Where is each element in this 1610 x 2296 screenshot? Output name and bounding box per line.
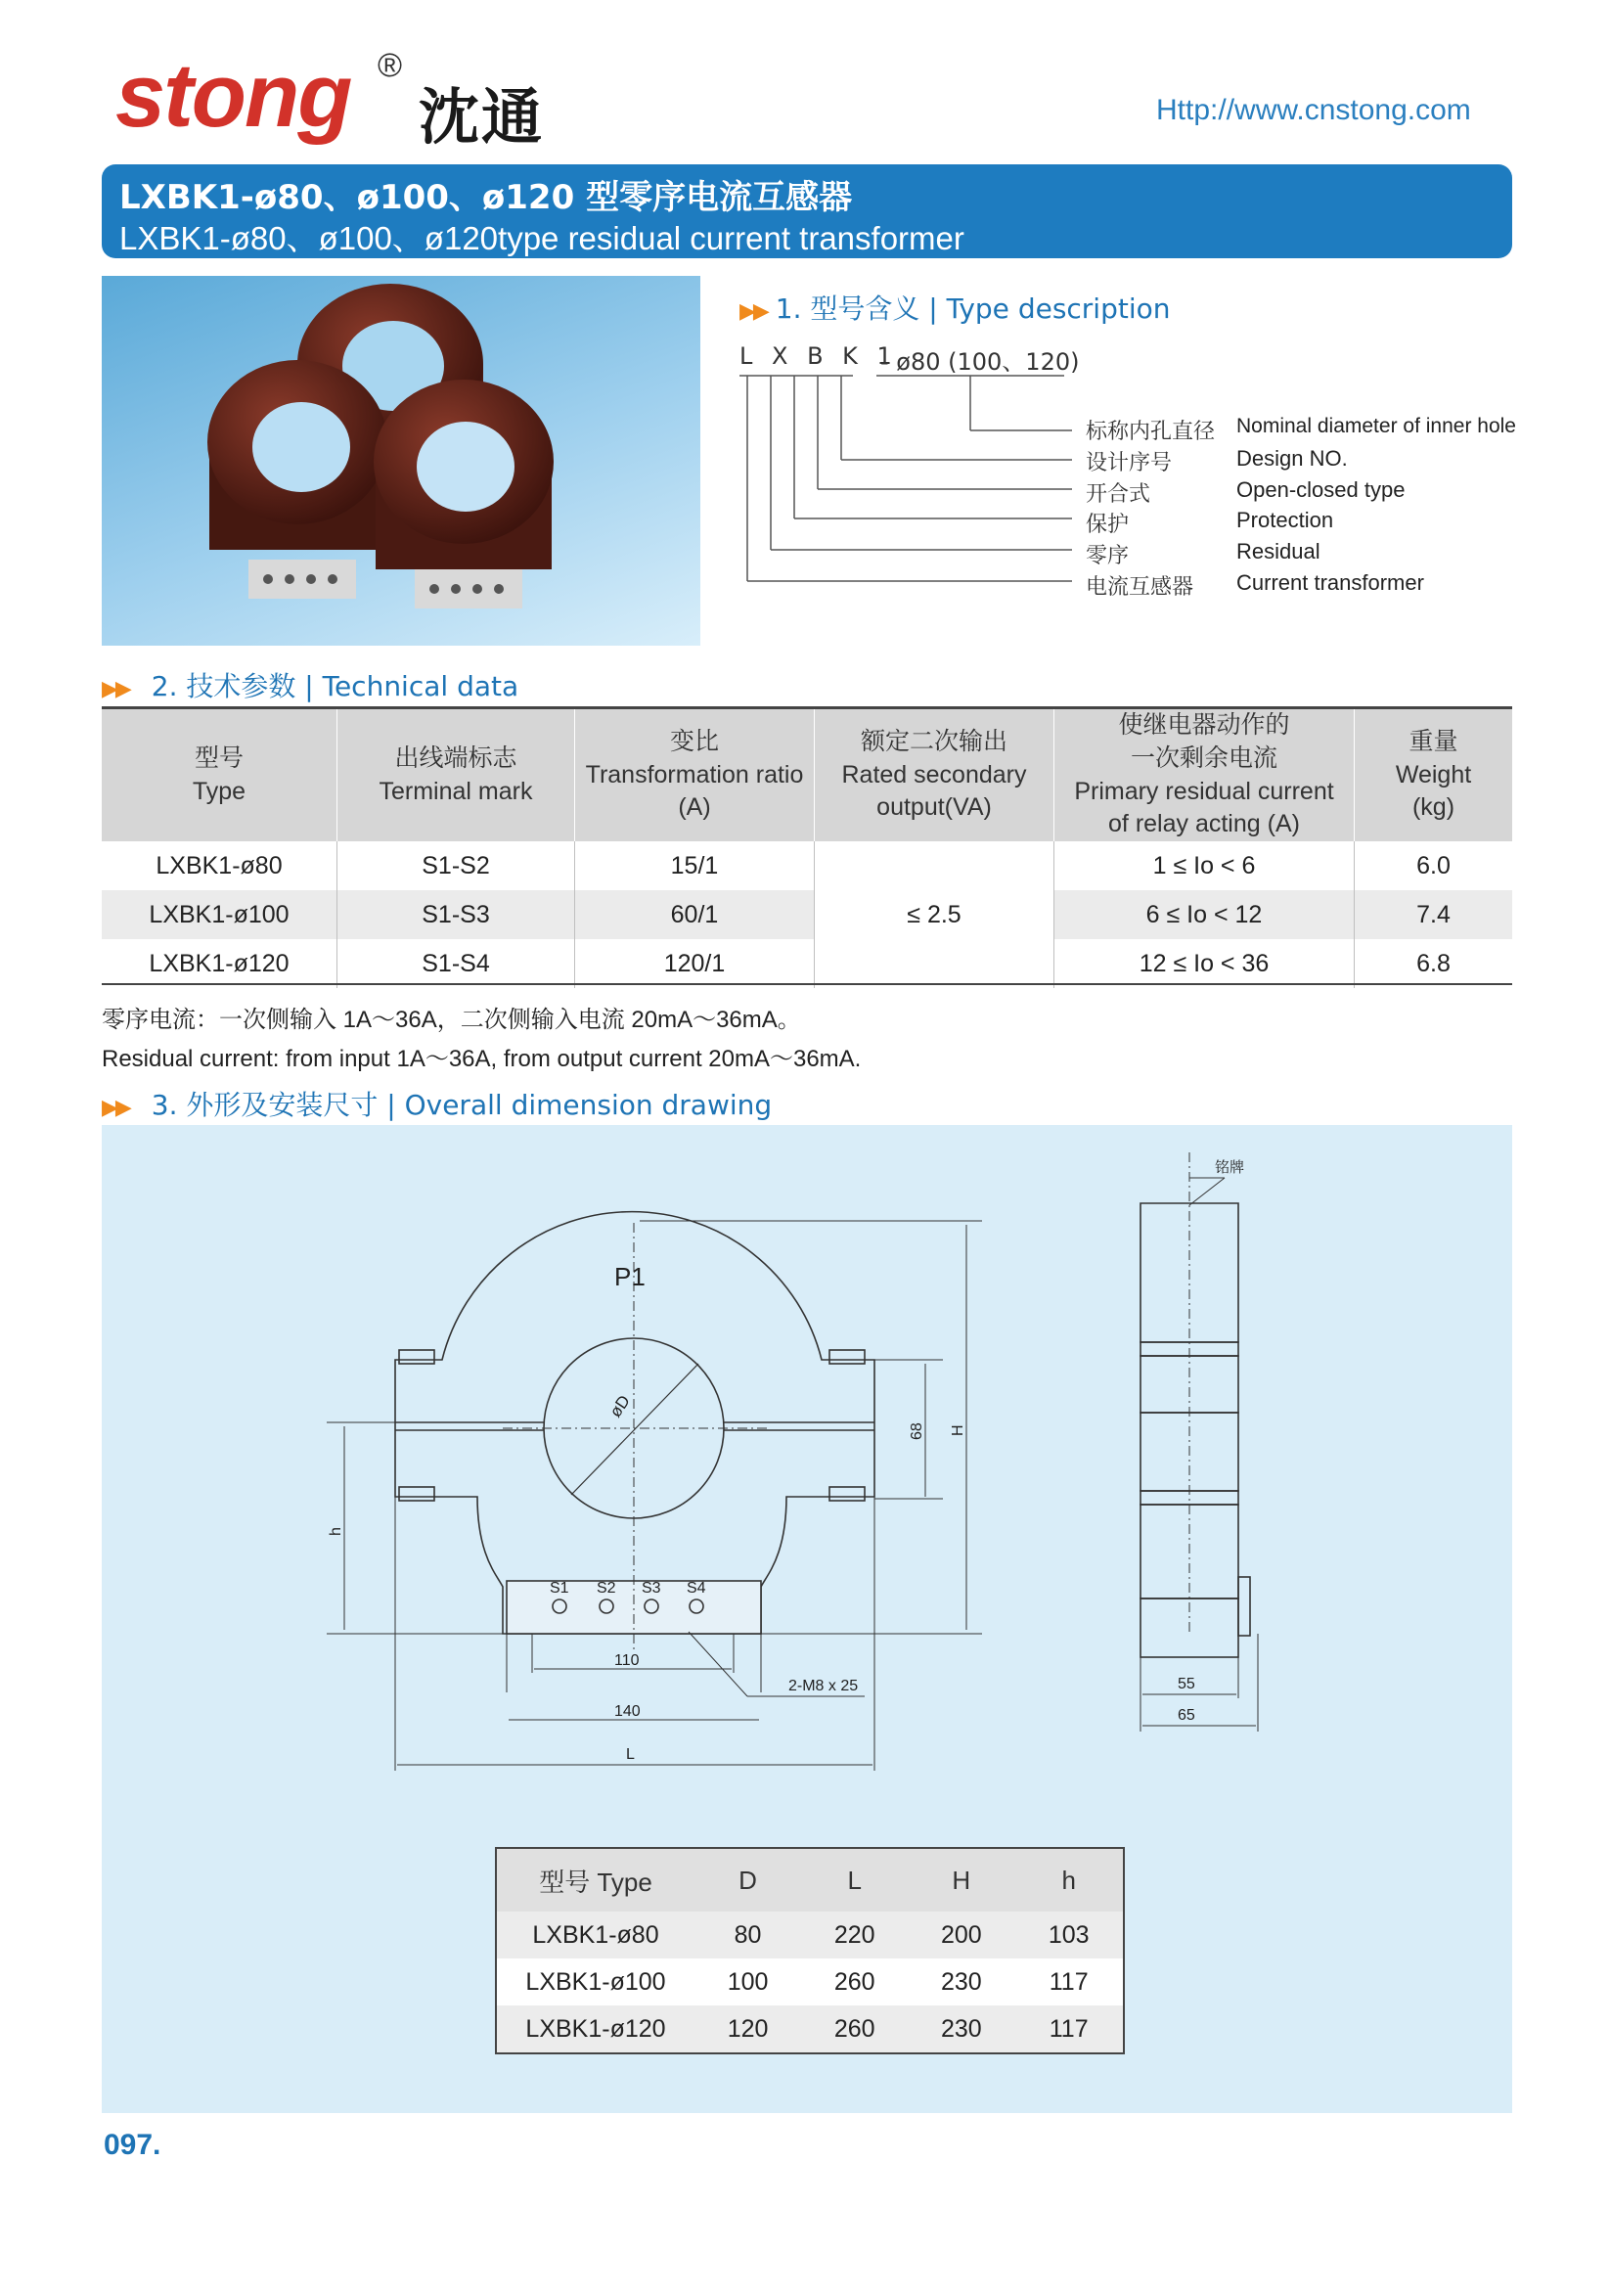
table-row: LXBK1-ø80 S1-S2 15/1 ≤ 2.5 1 ≤ Io < 6 6.0 (102, 841, 1512, 890)
dimension-drawing (102, 1125, 1512, 1829)
type-item-cn: 零序 (1086, 544, 1130, 568)
label-screw: 2-M8 x 25 (788, 1678, 859, 1694)
header-L: L (801, 1848, 908, 1912)
arrow-icon: ▶▶ (739, 299, 767, 324)
table-row: LXBK1-ø120 120 260 230 117 (496, 2005, 1124, 2053)
type-item-en: Residual (1236, 539, 1320, 563)
product-illustration (102, 276, 700, 646)
type-item-cn: 电流互感器 (1086, 575, 1194, 600)
title-english: LXBK1-ø80、ø100、ø120type residual current transformer (119, 220, 964, 256)
type-item-en: Protection (1236, 508, 1334, 532)
dim-65: 65 (1178, 1707, 1195, 1724)
type-code-suffix: - ø80 (100、120) (880, 348, 1080, 376)
product-photo (102, 276, 700, 646)
brand-logo-chinese: 沈通 (419, 81, 545, 153)
label-s1: S1 (550, 1580, 569, 1597)
header-ratio: 变比 Transformation ratio (A) (575, 709, 815, 841)
table-row: LXBK1-ø120 S1-S4 120/1 12 ≤ Io < 36 6.8 (102, 939, 1512, 988)
note-chinese: 零序电流：一次侧输入 1A～36A，二次侧输入电流 20mA～36mA。 (102, 1007, 801, 1033)
registered-mark: ® (378, 47, 403, 84)
transformer-ring-left (207, 360, 387, 599)
table-row: LXBK1-ø80 80 220 200 103 (496, 1912, 1124, 1958)
header-terminal: 出线端标志 Terminal mark (337, 709, 575, 841)
type-code-leader-lines (739, 368, 1092, 595)
header-output: 额定二次输出 Rated secondary output(VA) (815, 709, 1054, 841)
header-D: D (694, 1848, 801, 1912)
header-weight: 重量 Weight (kg) (1355, 709, 1513, 841)
dim-55: 55 (1178, 1676, 1195, 1692)
section-type-description-heading: ▶▶ 1. 型号含义 | Type description (739, 293, 1171, 325)
page-number: 097. (104, 2129, 161, 2161)
type-item-cn: 标称内孔直径 (1086, 420, 1216, 444)
label-s4: S4 (687, 1580, 706, 1597)
dim-68: 68 (909, 1422, 925, 1440)
type-item-en: Current transformer (1236, 570, 1424, 595)
label-diameter: øD (605, 1391, 634, 1421)
header-residual-current: 使继电器动作的 一次剩余电流 Primary residual current of relay acting (A) (1054, 709, 1355, 841)
type-item-cn: 开合式 (1086, 482, 1151, 507)
type-item-en: Open-closed type (1236, 477, 1406, 502)
dim-L: L (626, 1746, 635, 1763)
table-row: LXBK1-ø100 100 260 230 117 (496, 1958, 1124, 2005)
dim-140: 140 (614, 1703, 641, 1720)
type-item-cn: 设计序号 (1086, 451, 1173, 475)
header-H: H (908, 1848, 1014, 1912)
header-h: h (1014, 1848, 1124, 1912)
type-item-cn: 保护 (1086, 513, 1130, 537)
note-english: Residual current: from input 1A～36A, from output current 20mA～36mA. (102, 1046, 862, 1072)
dim-h: h (328, 1527, 344, 1536)
type-item-en: Design NO. (1236, 446, 1348, 471)
technical-data-table (102, 709, 1512, 988)
label-p1: P1 (614, 1262, 646, 1291)
header-type: 型号 Type (496, 1848, 694, 1912)
brand-logo: stong (115, 46, 351, 146)
arrow-icon: ▶▶ (102, 1096, 129, 1120)
section-dimension-drawing-heading: ▶▶ 3. 外形及安装尺寸 | Overall dimension drawing (102, 1089, 773, 1121)
label-nameplate: 铭牌 (1215, 1159, 1245, 1176)
arrow-icon: ▶▶ (102, 677, 129, 701)
dimension-table (495, 1847, 1125, 2054)
website-url[interactable]: Http://www.cnstong.com (1156, 94, 1471, 126)
header-type: 型号 Type (102, 709, 337, 841)
type-code-letters: L X B K 1 (739, 342, 898, 370)
type-item-en: Nominal diameter of inner hole (1236, 415, 1516, 437)
dim-H: H (950, 1424, 966, 1436)
title-chinese: LXBK1-ø80、ø100、ø120 型零序电流互感器 (119, 178, 853, 217)
section-technical-data-heading: ▶▶ 2. 技术参数 | Technical data (102, 670, 519, 702)
label-s2: S2 (597, 1580, 616, 1597)
table-bottom-rule (102, 983, 1512, 985)
transformer-ring-right (374, 380, 554, 608)
table-row: LXBK1-ø100 S1-S3 60/1 6 ≤ Io < 12 7.4 (102, 890, 1512, 939)
rated-output-merged: ≤ 2.5 (815, 841, 1054, 988)
dim-110: 110 (614, 1652, 640, 1669)
label-s3: S3 (642, 1580, 661, 1597)
